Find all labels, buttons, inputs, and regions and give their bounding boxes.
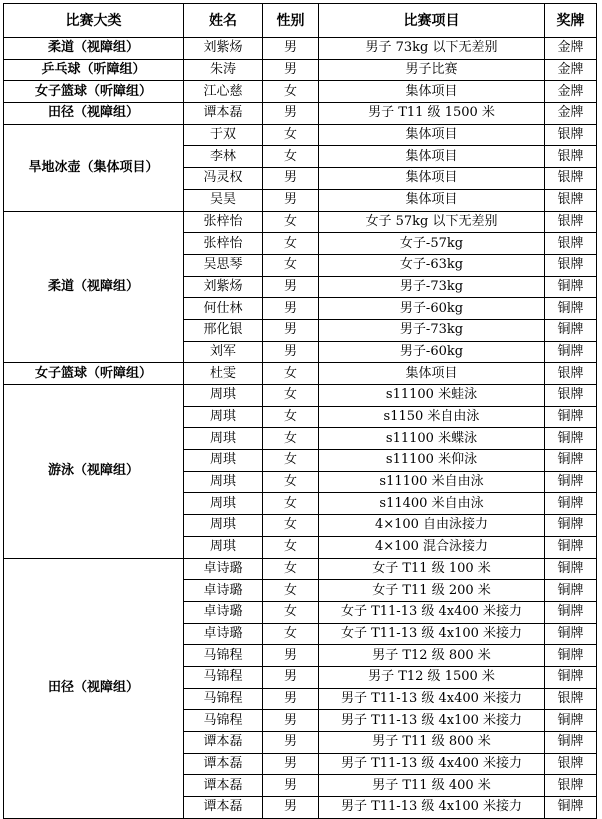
event-cell: 男子 T12 级 1500 米 bbox=[319, 666, 545, 688]
header-event: 比赛项目 bbox=[319, 4, 545, 38]
name-cell: 吴思琴 bbox=[184, 254, 263, 276]
gender-cell: 男 bbox=[263, 38, 319, 60]
header-medal: 奖牌 bbox=[545, 4, 597, 38]
table-row bbox=[4, 59, 597, 81]
medal-cell: 铜牌 bbox=[545, 797, 597, 819]
name-cell: 卓诗璐 bbox=[184, 601, 263, 623]
event-cell: s11100 米自由泳 bbox=[319, 471, 545, 493]
gender-cell: 女 bbox=[263, 515, 319, 537]
medal-cell: 银牌 bbox=[545, 688, 597, 710]
medal-cell: 铜牌 bbox=[545, 515, 597, 537]
category-cell: 柔道（视障组） bbox=[4, 38, 184, 60]
table-row bbox=[4, 558, 597, 580]
name-cell: 刘军 bbox=[184, 341, 263, 363]
name-cell: 马锦程 bbox=[184, 666, 263, 688]
medal-cell: 银牌 bbox=[545, 168, 597, 190]
name-cell: 周琪 bbox=[184, 406, 263, 428]
name-cell: 卓诗璐 bbox=[184, 580, 263, 602]
category-cell: 田径（视障组） bbox=[4, 103, 184, 125]
gender-cell: 男 bbox=[263, 753, 319, 775]
medal-cell: 铜牌 bbox=[545, 601, 597, 623]
name-cell: 何仕林 bbox=[184, 298, 263, 320]
event-cell: 集体项目 bbox=[319, 81, 545, 103]
gender-cell: 男 bbox=[263, 688, 319, 710]
table-row bbox=[4, 103, 597, 125]
medal-cell: 铜牌 bbox=[545, 406, 597, 428]
event-cell: 女子 57kg 以下无差别 bbox=[319, 211, 545, 233]
event-cell: 女子 T11 级 200 米 bbox=[319, 580, 545, 602]
medal-cell: 铜牌 bbox=[545, 341, 597, 363]
name-cell: 马锦程 bbox=[184, 688, 263, 710]
gender-cell: 男 bbox=[263, 732, 319, 754]
event-cell: 男子-73kg bbox=[319, 276, 545, 298]
event-cell: s11400 米自由泳 bbox=[319, 493, 545, 515]
medal-cell: 铜牌 bbox=[545, 732, 597, 754]
gender-cell: 女 bbox=[263, 471, 319, 493]
gender-cell: 男 bbox=[263, 319, 319, 341]
name-cell: 朱涛 bbox=[184, 59, 263, 81]
event-cell: 男子-73kg bbox=[319, 319, 545, 341]
header-row bbox=[4, 4, 597, 38]
name-cell: 马锦程 bbox=[184, 710, 263, 732]
category-cell: 乒乓球（听障组） bbox=[4, 59, 184, 81]
gender-cell: 男 bbox=[263, 189, 319, 211]
gender-cell: 男 bbox=[263, 298, 319, 320]
medal-cell: 银牌 bbox=[545, 233, 597, 255]
name-cell: 邢化银 bbox=[184, 319, 263, 341]
name-cell: 周琪 bbox=[184, 385, 263, 407]
category-cell: 柔道（视障组） bbox=[4, 211, 184, 363]
name-cell: 冯灵权 bbox=[184, 168, 263, 190]
event-cell: s1150 米自由泳 bbox=[319, 406, 545, 428]
header-name: 姓名 bbox=[184, 4, 263, 38]
gender-cell: 女 bbox=[263, 146, 319, 168]
gender-cell: 女 bbox=[263, 385, 319, 407]
gender-cell: 女 bbox=[263, 428, 319, 450]
medal-cell: 银牌 bbox=[545, 254, 597, 276]
gender-cell: 男 bbox=[263, 103, 319, 125]
medal-cell: 银牌 bbox=[545, 146, 597, 168]
gender-cell: 女 bbox=[263, 623, 319, 645]
medal-cell: 铜牌 bbox=[545, 710, 597, 732]
medal-cell: 铜牌 bbox=[545, 666, 597, 688]
medal-cell: 银牌 bbox=[545, 189, 597, 211]
medal-cell: 铜牌 bbox=[545, 450, 597, 472]
event-cell: 4×100 自由泳接力 bbox=[319, 515, 545, 537]
header-category: 比赛大类 bbox=[4, 4, 184, 38]
name-cell: 卓诗璐 bbox=[184, 623, 263, 645]
name-cell: 卓诗璐 bbox=[184, 558, 263, 580]
medal-cell: 铜牌 bbox=[545, 623, 597, 645]
medal-cell: 银牌 bbox=[545, 124, 597, 146]
event-cell: s11100 米蝶泳 bbox=[319, 428, 545, 450]
gender-cell: 女 bbox=[263, 580, 319, 602]
event-cell: 女子-63kg bbox=[319, 254, 545, 276]
gender-cell: 女 bbox=[263, 363, 319, 385]
category-cell: 游泳（视障组） bbox=[4, 385, 184, 559]
medal-cell: 银牌 bbox=[545, 753, 597, 775]
medal-cell: 铜牌 bbox=[545, 536, 597, 558]
gender-cell: 男 bbox=[263, 59, 319, 81]
medal-cell: 铜牌 bbox=[545, 558, 597, 580]
medal-cell: 铜牌 bbox=[545, 319, 597, 341]
name-cell: 刘紫炀 bbox=[184, 276, 263, 298]
name-cell: 于双 bbox=[184, 124, 263, 146]
gender-cell: 女 bbox=[263, 211, 319, 233]
medal-cell: 铜牌 bbox=[545, 493, 597, 515]
medal-cell: 银牌 bbox=[545, 363, 597, 385]
gender-cell: 女 bbox=[263, 81, 319, 103]
medal-cell: 金牌 bbox=[545, 81, 597, 103]
category-cell: 旱地冰壶（集体项目） bbox=[4, 124, 184, 211]
medal-cell: 铜牌 bbox=[545, 298, 597, 320]
name-cell: 周琪 bbox=[184, 428, 263, 450]
table-row bbox=[4, 363, 597, 385]
name-cell: 谭本磊 bbox=[184, 797, 263, 819]
name-cell: 谭本磊 bbox=[184, 732, 263, 754]
gender-cell: 女 bbox=[263, 536, 319, 558]
gender-cell: 男 bbox=[263, 276, 319, 298]
medal-table-container bbox=[3, 3, 597, 819]
gender-cell: 男 bbox=[263, 645, 319, 667]
medal-cell: 银牌 bbox=[545, 385, 597, 407]
gender-cell: 女 bbox=[263, 124, 319, 146]
event-cell: 4×100 混合泳接力 bbox=[319, 536, 545, 558]
medal-cell: 金牌 bbox=[545, 59, 597, 81]
gender-cell: 女 bbox=[263, 493, 319, 515]
medal-table bbox=[3, 3, 597, 819]
gender-cell: 男 bbox=[263, 797, 319, 819]
category-cell: 女子篮球（听障组） bbox=[4, 81, 184, 103]
name-cell: 周琪 bbox=[184, 515, 263, 537]
gender-cell: 男 bbox=[263, 710, 319, 732]
event-cell: 女子 T11-13 级 4x100 米接力 bbox=[319, 623, 545, 645]
medal-cell: 金牌 bbox=[545, 38, 597, 60]
name-cell: 周琪 bbox=[184, 471, 263, 493]
event-cell: 男子 T11-13 级 4x100 米接力 bbox=[319, 710, 545, 732]
name-cell: 李林 bbox=[184, 146, 263, 168]
header-gender: 性别 bbox=[263, 4, 319, 38]
event-cell: 男子比赛 bbox=[319, 59, 545, 81]
event-cell: 女子-57kg bbox=[319, 233, 545, 255]
event-cell: 男子 T11 级 1500 米 bbox=[319, 103, 545, 125]
gender-cell: 女 bbox=[263, 406, 319, 428]
event-cell: 男子 T11 级 800 米 bbox=[319, 732, 545, 754]
medal-cell: 金牌 bbox=[545, 103, 597, 125]
category-cell: 田径（视障组） bbox=[4, 558, 184, 818]
medal-cell: 铜牌 bbox=[545, 428, 597, 450]
event-cell: 集体项目 bbox=[319, 189, 545, 211]
name-cell: 谭本磊 bbox=[184, 103, 263, 125]
name-cell: 周琪 bbox=[184, 450, 263, 472]
gender-cell: 男 bbox=[263, 775, 319, 797]
event-cell: 男子 T12 级 800 米 bbox=[319, 645, 545, 667]
medal-cell: 银牌 bbox=[545, 775, 597, 797]
medal-cell: 铜牌 bbox=[545, 645, 597, 667]
table-body bbox=[4, 38, 597, 819]
table-row bbox=[4, 124, 597, 146]
name-cell: 周琪 bbox=[184, 536, 263, 558]
gender-cell: 女 bbox=[263, 601, 319, 623]
event-cell: 集体项目 bbox=[319, 146, 545, 168]
medal-cell: 银牌 bbox=[545, 211, 597, 233]
name-cell: 谭本磊 bbox=[184, 775, 263, 797]
name-cell: 张梓怡 bbox=[184, 211, 263, 233]
name-cell: 吴昊 bbox=[184, 189, 263, 211]
event-cell: 集体项目 bbox=[319, 363, 545, 385]
event-cell: 男子 T11-13 级 4x400 米接力 bbox=[319, 688, 545, 710]
name-cell: 刘紫炀 bbox=[184, 38, 263, 60]
event-cell: 集体项目 bbox=[319, 124, 545, 146]
name-cell: 马锦程 bbox=[184, 645, 263, 667]
medal-cell: 铜牌 bbox=[545, 471, 597, 493]
table-row bbox=[4, 81, 597, 103]
gender-cell: 男 bbox=[263, 168, 319, 190]
table-row bbox=[4, 211, 597, 233]
medal-cell: 铜牌 bbox=[545, 276, 597, 298]
name-cell: 周琪 bbox=[184, 493, 263, 515]
event-cell: s11100 米仰泳 bbox=[319, 450, 545, 472]
gender-cell: 女 bbox=[263, 233, 319, 255]
gender-cell: 男 bbox=[263, 666, 319, 688]
name-cell: 杜雯 bbox=[184, 363, 263, 385]
table-row bbox=[4, 38, 597, 60]
table-row bbox=[4, 385, 597, 407]
event-cell: s11100 米蛙泳 bbox=[319, 385, 545, 407]
category-cell: 女子篮球（听障组） bbox=[4, 363, 184, 385]
name-cell: 谭本磊 bbox=[184, 753, 263, 775]
gender-cell: 女 bbox=[263, 558, 319, 580]
event-cell: 男子 T11-13 级 4x100 米接力 bbox=[319, 797, 545, 819]
event-cell: 女子 T11 级 100 米 bbox=[319, 558, 545, 580]
event-cell: 集体项目 bbox=[319, 168, 545, 190]
event-cell: 男子 T11-13 级 4x400 米接力 bbox=[319, 753, 545, 775]
gender-cell: 女 bbox=[263, 450, 319, 472]
gender-cell: 男 bbox=[263, 341, 319, 363]
event-cell: 男子-60kg bbox=[319, 298, 545, 320]
medal-cell: 铜牌 bbox=[545, 580, 597, 602]
event-cell: 男子-60kg bbox=[319, 341, 545, 363]
event-cell: 女子 T11-13 级 4x400 米接力 bbox=[319, 601, 545, 623]
event-cell: 男子 T11 级 400 米 bbox=[319, 775, 545, 797]
event-cell: 男子 73kg 以下无差别 bbox=[319, 38, 545, 60]
name-cell: 江心慈 bbox=[184, 81, 263, 103]
name-cell: 张梓怡 bbox=[184, 233, 263, 255]
gender-cell: 女 bbox=[263, 254, 319, 276]
